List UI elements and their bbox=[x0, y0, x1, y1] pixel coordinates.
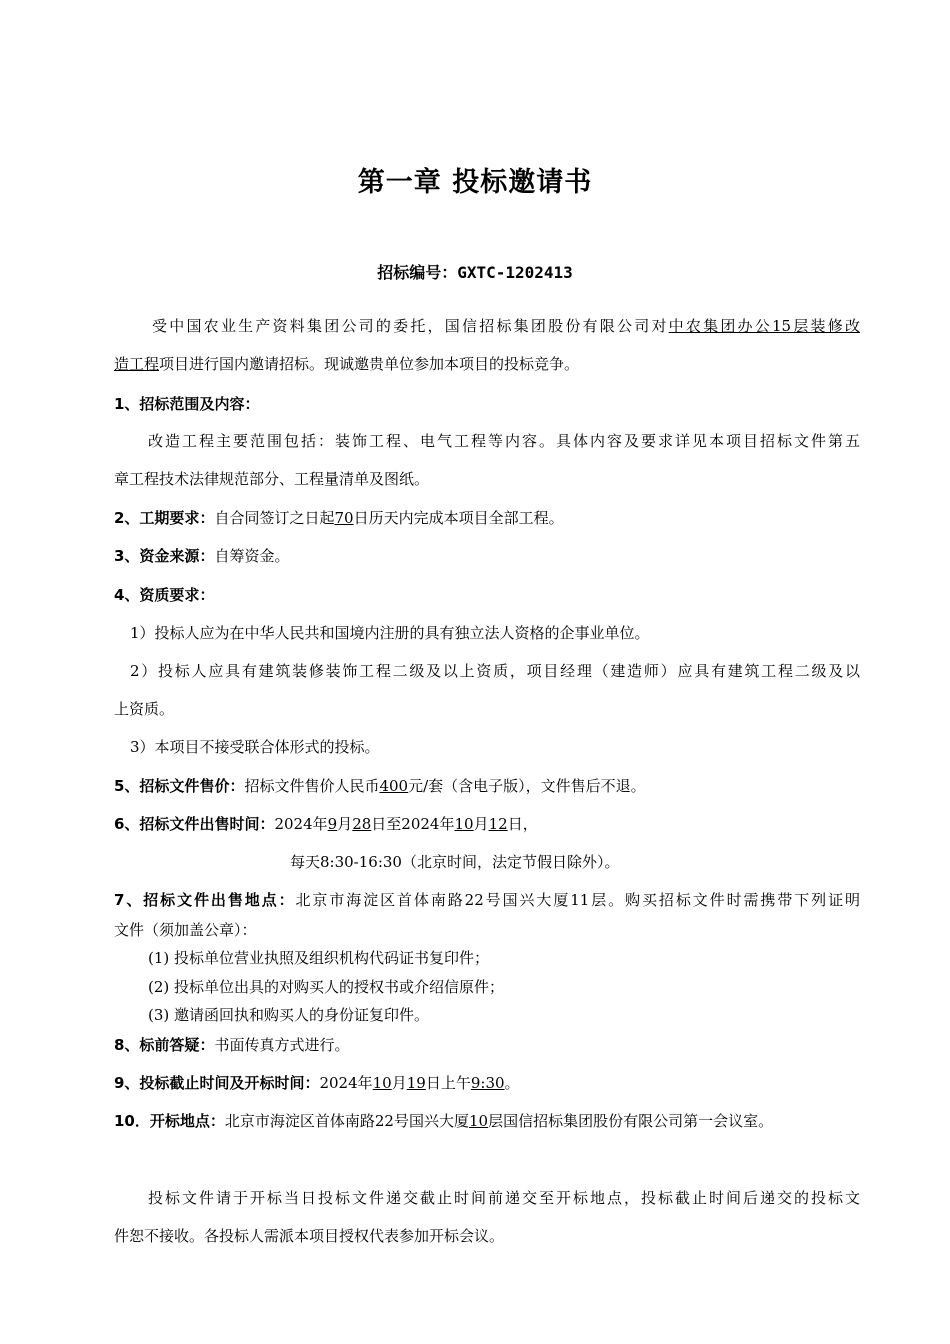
section-1-heading: 1、招标范围及内容： bbox=[114, 395, 260, 413]
section-1-line-1: 改造工程主要范围包括：装饰工程、电气工程等内容。具体内容及要求详见本项目招标文件第五 bbox=[148, 432, 860, 450]
section-2: 2、工期要求：自合同签订之日起70日历天内完成本项目全部工程。 bbox=[114, 509, 564, 527]
section-4-item-1: 1）投标人应为在中华人民共和国境内注册的具有独立法人资格的企事业单位。 bbox=[130, 624, 650, 642]
section-9: 9、投标截止时间及开标时间：2024年10月19日上午9:30。 bbox=[114, 1074, 520, 1092]
closing-line-1: 投标文件请于开标当日投标文件递交截止时间前递交至开标地点，投标截止时间后递交的投标文 bbox=[148, 1189, 860, 1207]
section-4-item-2-line-2: 上资质。 bbox=[114, 700, 175, 718]
project-name-link: 中农集团办公15层装修改 bbox=[668, 317, 860, 335]
section-1-line-2: 章工程技术法律规范部分、工程量清单及图纸。 bbox=[114, 470, 430, 488]
section-7-item-2: (2) 投标单位出具的对购买人的授权书或介绍信原件； bbox=[148, 978, 505, 996]
section-6: 6、招标文件出售时间：2024年9月28日至2024年10月12日， bbox=[114, 815, 538, 833]
section-4-heading: 4、资质要求： bbox=[114, 586, 215, 604]
section-3: 3、资金来源：自筹资金。 bbox=[114, 547, 290, 565]
section-4-item-2-line-1: 2）投标人应具有建筑装修装饰工程二级及以上资质，项目经理（建造师）应具有建筑工程二级及以 bbox=[130, 662, 860, 680]
section-10: 10．开标地点：北京市海淀区首体南路22号国兴大厦10层国信招标集团股份有限公司第一会议室。 bbox=[114, 1112, 774, 1130]
page-title: 第一章 投标邀请书 bbox=[357, 167, 593, 198]
section-7-line-2: 文件（须加盖公章）： bbox=[114, 921, 257, 939]
tender-number-value: GXTC-1202413 bbox=[457, 263, 573, 282]
closing-line-2: 件恕不接收。各投标人需派本项目授权代表参加开标会议。 bbox=[114, 1227, 505, 1245]
section-8: 8、标前答疑：书面传真方式进行。 bbox=[114, 1036, 350, 1054]
section-7-item-1: (1) 投标单位营业执照及组织机构代码证书复印件； bbox=[148, 949, 490, 967]
section-4-item-3: 3）本项目不接受联合体形式的投标。 bbox=[130, 738, 380, 756]
section-5: 5、招标文件售价：招标文件售价人民币400元/套（含电子版），文件售后不退。 bbox=[114, 777, 646, 795]
tender-number-label: 招标编号： bbox=[377, 263, 458, 282]
intro-line-2: 造工程项目进行国内邀请招标。现诚邀贵单位参加本项目的投标竞争。 bbox=[114, 355, 580, 373]
price-value: 400 bbox=[379, 777, 409, 795]
section-7-line-1: 7、招标文件出售地点：北京市海淀区首体南路22号国兴大厦11层。购买招标文件时需携带下列证明 bbox=[114, 891, 860, 909]
duration-days: 70 bbox=[334, 509, 354, 527]
section-6-hours: 每天8:30-16:30（北京时间，法定节假日除外）。 bbox=[290, 853, 620, 871]
section-7-item-3: (3) 邀请函回执和购买人的身份证复印件。 bbox=[148, 1006, 430, 1024]
tender-number bbox=[0, 260, 950, 283]
intro-line-1: 受中国农业生产资料集团公司的委托，国信招标集团股份有限公司对中农集团办公15层装修改 bbox=[152, 317, 860, 335]
